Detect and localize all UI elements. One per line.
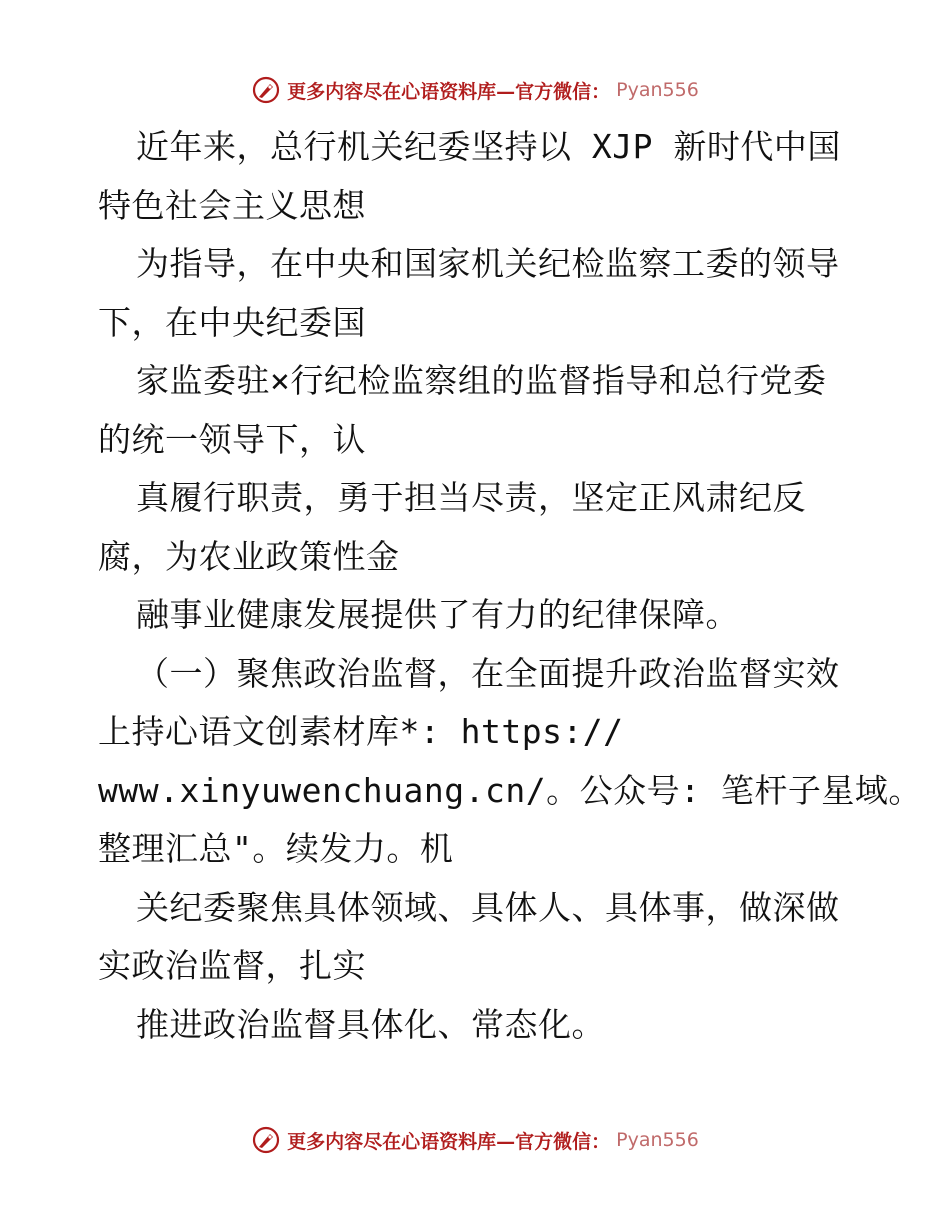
- pen-nib-logo-icon: [251, 1125, 281, 1155]
- text-line: www.xinyuwenchuang.cn/。公众号: 笔杆子星域。: [98, 770, 922, 810]
- text-line: 上持心语文创素材库*: https://: [98, 712, 624, 751]
- watermark-contact: Pyan556: [616, 79, 699, 101]
- text-line: 的统一领导下，认: [98, 419, 366, 459]
- text-line: 推进政治监督具体化、常态化。: [136, 1004, 605, 1044]
- watermark-text: 更多内容尽在心语资料库—官方微信：: [287, 80, 611, 103]
- document-body: [98, 118, 922, 1054]
- text-line: 融事业健康发展提供了有力的纪律保障。: [136, 595, 739, 634]
- text-line: 腐，为农业政策性金: [98, 536, 400, 576]
- text-line: 家监委驻×行纪检监察组的监督指导和总行党委: [136, 361, 827, 400]
- text-line: 为指导，在中央和国家机关纪检监察工委的领导: [136, 244, 840, 283]
- text-line: 实政治监督，扎实: [98, 946, 366, 985]
- text-line: 特色社会主义思想: [98, 185, 366, 225]
- watermark-text: 更多内容尽在心语资料库—官方微信：: [287, 1130, 611, 1153]
- text-line: 真履行职责，勇于担当尽责，坚定正风肃纪反: [136, 478, 806, 517]
- header-watermark: [0, 70, 950, 110]
- text-line: （一）聚焦政治监督，在全面提升政治监督实效: [136, 653, 840, 693]
- text-line: 关纪委聚焦具体领域、具体人、具体事，做深做: [136, 887, 840, 927]
- pen-nib-logo-icon: [251, 75, 281, 105]
- text-line: 整理汇总"。续发力。机: [98, 829, 454, 868]
- watermark-contact: Pyan556: [616, 1129, 699, 1151]
- text-line: 下，在中央纪委国: [98, 302, 366, 342]
- footer-watermark: [0, 1120, 950, 1160]
- text-line: 近年来，总行机关纪委坚持以 XJP 新时代中国: [136, 127, 841, 166]
